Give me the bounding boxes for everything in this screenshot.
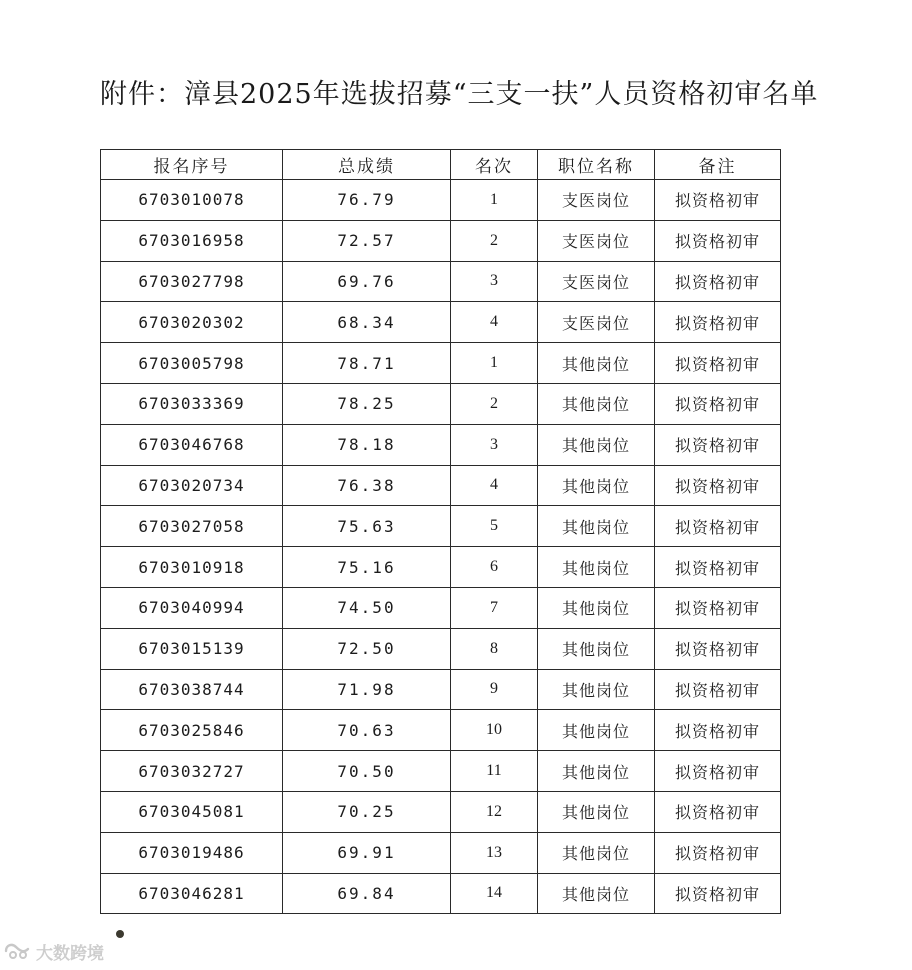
cell-remarks: 拟资格初审	[655, 669, 781, 710]
cell-remarks: 拟资格初审	[655, 424, 781, 465]
table-row	[101, 302, 781, 343]
table-row	[101, 261, 781, 302]
cell-total-score: 71.98	[283, 669, 451, 710]
cell-rank: 14	[451, 873, 538, 914]
cell-rank: 3	[451, 424, 538, 465]
cell-total-score: 78.18	[283, 424, 451, 465]
cell-remarks: 拟资格初审	[655, 302, 781, 343]
cell-position-name: 其他岗位	[538, 424, 655, 465]
cell-rank: 1	[451, 180, 538, 221]
cell-rank: 8	[451, 628, 538, 669]
cell-registration-number: 6703046768	[101, 424, 283, 465]
cell-remarks: 拟资格初审	[655, 873, 781, 914]
cell-total-score: 78.25	[283, 383, 451, 424]
cell-remarks: 拟资格初审	[655, 751, 781, 792]
cell-rank: 13	[451, 832, 538, 873]
cell-position-name: 其他岗位	[538, 751, 655, 792]
cell-registration-number: 6703016958	[101, 220, 283, 261]
cell-registration-number: 6703027798	[101, 261, 283, 302]
cell-total-score: 78.71	[283, 343, 451, 384]
cell-rank: 9	[451, 669, 538, 710]
table-header-row	[101, 150, 781, 180]
qualification-list-table	[100, 149, 781, 914]
table-row	[101, 383, 781, 424]
header-position-name: 职位名称	[538, 150, 655, 180]
cell-registration-number: 6703040994	[101, 587, 283, 628]
cell-remarks: 拟资格初审	[655, 180, 781, 221]
cell-remarks: 拟资格初审	[655, 832, 781, 873]
cell-rank: 5	[451, 506, 538, 547]
cell-rank: 7	[451, 587, 538, 628]
cell-total-score: 76.38	[283, 465, 451, 506]
document-title: 附件：漳县2025年选拔招募“三支一扶”人员资格初审名单	[100, 79, 819, 110]
cell-position-name: 支医岗位	[538, 302, 655, 343]
cell-total-score: 70.63	[283, 710, 451, 751]
header-registration-number: 报名序号	[101, 150, 283, 180]
table-row	[101, 873, 781, 914]
table-row	[101, 587, 781, 628]
cell-position-name: 其他岗位	[538, 547, 655, 588]
cell-total-score: 76.79	[283, 180, 451, 221]
cell-position-name: 其他岗位	[538, 383, 655, 424]
cell-rank: 1	[451, 343, 538, 384]
table-row	[101, 669, 781, 710]
table-row	[101, 343, 781, 384]
cell-remarks: 拟资格初审	[655, 220, 781, 261]
cell-total-score: 69.84	[283, 873, 451, 914]
cell-registration-number: 6703019486	[101, 832, 283, 873]
cell-total-score: 75.63	[283, 506, 451, 547]
table-row	[101, 180, 781, 221]
cell-rank: 2	[451, 220, 538, 261]
brand-logo-icon	[4, 941, 32, 961]
cell-total-score: 68.34	[283, 302, 451, 343]
table-row	[101, 628, 781, 669]
cell-position-name: 其他岗位	[538, 343, 655, 384]
cell-remarks: 拟资格初审	[655, 343, 781, 384]
cell-rank: 6	[451, 547, 538, 588]
scan-speck	[116, 930, 124, 938]
cell-position-name: 支医岗位	[538, 261, 655, 302]
cell-rank: 11	[451, 751, 538, 792]
table-row	[101, 791, 781, 832]
cell-position-name: 其他岗位	[538, 628, 655, 669]
cell-position-name: 其他岗位	[538, 669, 655, 710]
table-row	[101, 751, 781, 792]
cell-remarks: 拟资格初审	[655, 791, 781, 832]
cell-total-score: 69.76	[283, 261, 451, 302]
table-row	[101, 710, 781, 751]
table-row	[101, 220, 781, 261]
cell-position-name: 其他岗位	[538, 465, 655, 506]
cell-position-name: 其他岗位	[538, 791, 655, 832]
cell-registration-number: 6703005798	[101, 343, 283, 384]
cell-registration-number: 6703027058	[101, 506, 283, 547]
cell-rank: 12	[451, 791, 538, 832]
cell-remarks: 拟资格初审	[655, 710, 781, 751]
cell-position-name: 支医岗位	[538, 220, 655, 261]
table-row	[101, 424, 781, 465]
cell-registration-number: 6703015139	[101, 628, 283, 669]
cell-remarks: 拟资格初审	[655, 547, 781, 588]
cell-total-score: 69.91	[283, 832, 451, 873]
cell-registration-number: 6703020302	[101, 302, 283, 343]
table-body	[101, 180, 781, 914]
cell-rank: 10	[451, 710, 538, 751]
cell-rank: 4	[451, 465, 538, 506]
cell-total-score: 72.57	[283, 220, 451, 261]
cell-registration-number: 6703025846	[101, 710, 283, 751]
cell-total-score: 74.50	[283, 587, 451, 628]
cell-registration-number: 6703033369	[101, 383, 283, 424]
table-row	[101, 832, 781, 873]
cell-position-name: 其他岗位	[538, 506, 655, 547]
cell-remarks: 拟资格初审	[655, 465, 781, 506]
cell-total-score: 70.25	[283, 791, 451, 832]
cell-registration-number: 6703038744	[101, 669, 283, 710]
header-remarks: 备注	[655, 150, 781, 180]
cell-remarks: 拟资格初审	[655, 587, 781, 628]
table-row	[101, 465, 781, 506]
cell-registration-number: 6703032727	[101, 751, 283, 792]
cell-total-score: 70.50	[283, 751, 451, 792]
cell-registration-number: 6703010078	[101, 180, 283, 221]
cell-position-name: 其他岗位	[538, 587, 655, 628]
cell-remarks: 拟资格初审	[655, 383, 781, 424]
cell-position-name: 其他岗位	[538, 832, 655, 873]
cell-position-name: 其他岗位	[538, 873, 655, 914]
cell-rank: 4	[451, 302, 538, 343]
watermark	[4, 938, 104, 964]
table-row	[101, 547, 781, 588]
cell-total-score: 72.50	[283, 628, 451, 669]
cell-rank: 2	[451, 383, 538, 424]
cell-rank: 3	[451, 261, 538, 302]
header-total-score: 总成绩	[283, 150, 451, 180]
cell-registration-number: 6703020734	[101, 465, 283, 506]
watermark-text: 大数跨境	[36, 943, 104, 964]
cell-registration-number: 6703046281	[101, 873, 283, 914]
cell-remarks: 拟资格初审	[655, 261, 781, 302]
cell-position-name: 支医岗位	[538, 180, 655, 221]
table-row	[101, 506, 781, 547]
cell-registration-number: 6703010918	[101, 547, 283, 588]
header-rank: 名次	[451, 150, 538, 180]
cell-position-name: 其他岗位	[538, 710, 655, 751]
cell-total-score: 75.16	[283, 547, 451, 588]
cell-remarks: 拟资格初审	[655, 506, 781, 547]
cell-remarks: 拟资格初审	[655, 628, 781, 669]
cell-registration-number: 6703045081	[101, 791, 283, 832]
